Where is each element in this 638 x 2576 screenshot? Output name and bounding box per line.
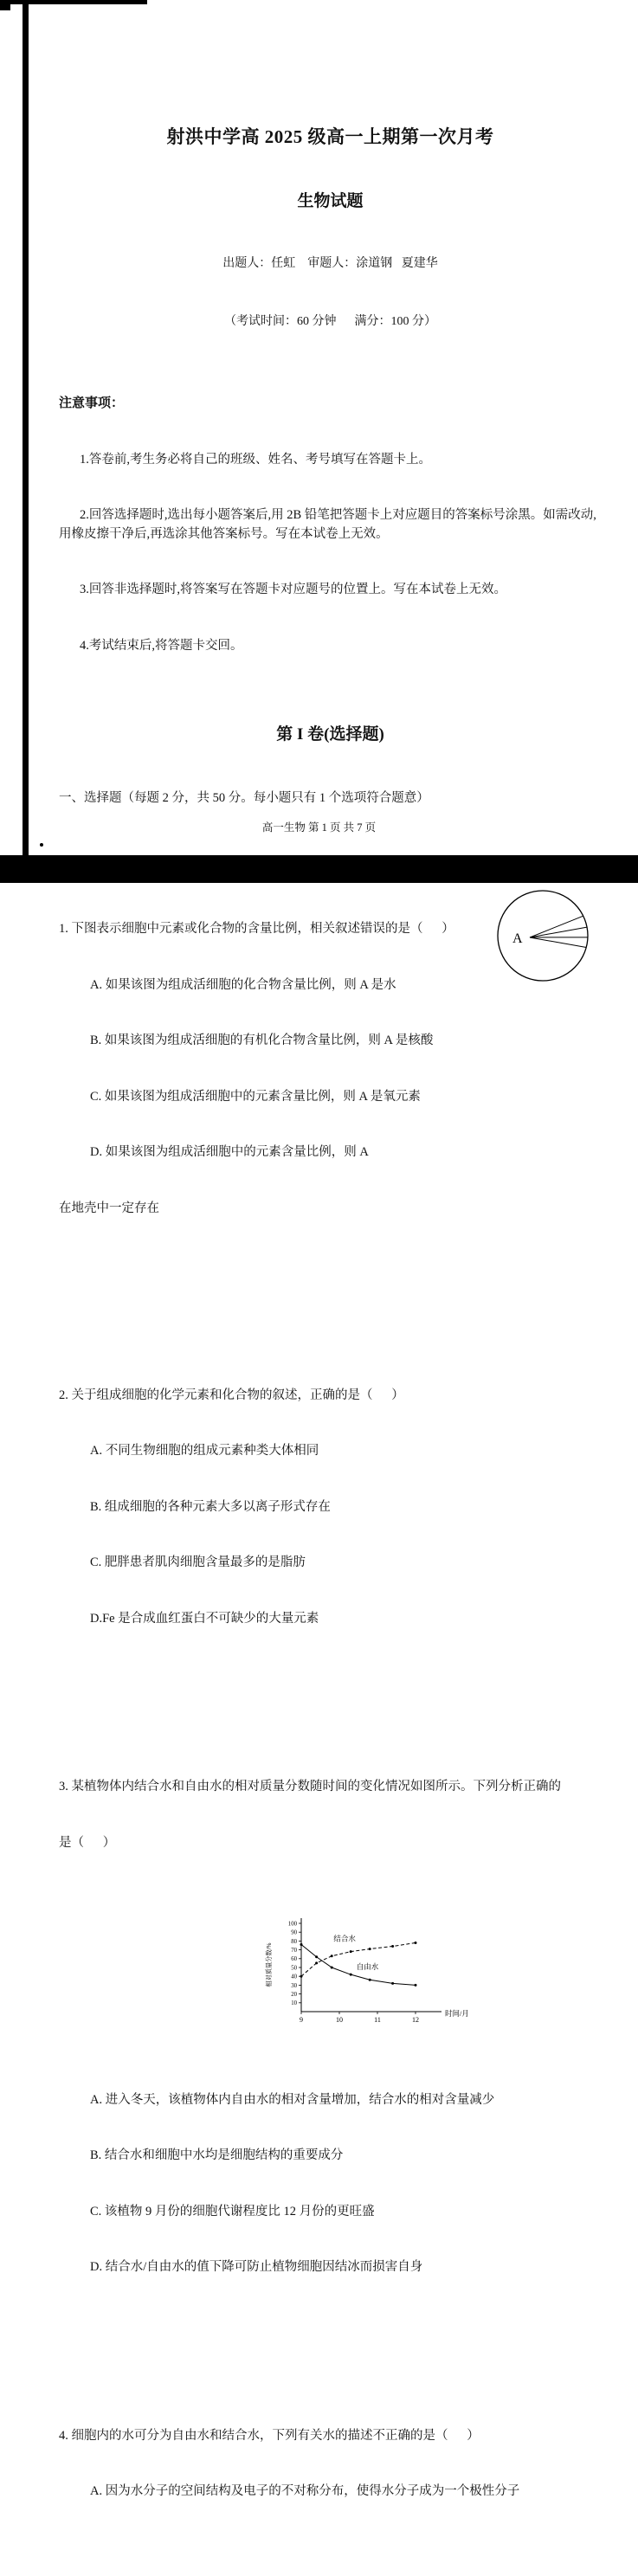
q3-chart-wrapper xyxy=(242,1892,602,2052)
chart-circle xyxy=(391,1981,394,1984)
question-stem: 1. 下图表示细胞中元素或化合物的含量比例，相关叙述错误的是（ ） xyxy=(59,920,602,939)
chart-line xyxy=(530,927,587,937)
option: A. 因为水分子的空间结构及电子的不对称分布，使得水分子成为一个极性分子 xyxy=(59,2483,602,2502)
chart-circle xyxy=(300,1942,302,1945)
chart-circle xyxy=(315,1961,318,1964)
chart-text: 20 xyxy=(291,1992,297,1998)
section-subtitle: 一、选择题（每题 2 分，共 50 分。每小题只有 1 个选项符合题意） xyxy=(59,789,602,808)
chart-circle xyxy=(315,1955,318,1958)
option-continuation: 在地壳中一定存在 xyxy=(59,1200,602,1219)
chart-circle xyxy=(330,1966,332,1968)
exam-paper-page xyxy=(0,0,638,883)
question-2 xyxy=(59,1349,602,1666)
option: C. 如果该图为组成活细胞中的元素含量比例，则 A 是氧元素 xyxy=(59,1088,602,1107)
chart-text: 40 xyxy=(291,1974,297,1980)
chart-text: 相对质量分数/% xyxy=(265,1942,273,1987)
option: D. 如果该图为组成活细胞中的元素含量比例，则 A xyxy=(59,1143,602,1162)
option: B. 组成细胞的各种元素大多以离子形式存在 xyxy=(59,1498,602,1517)
chart-text: 60 xyxy=(291,1956,297,1962)
chart-text: 9 xyxy=(300,2016,303,2024)
scan-artifact-left-bar xyxy=(23,0,29,859)
chart-text: 80 xyxy=(291,1938,297,1944)
chart-circle xyxy=(391,1945,394,1948)
option: B. 结合水和细胞中水均是细胞结构的重要成分 xyxy=(59,2147,602,2166)
chart-polyline xyxy=(301,1942,416,1976)
exam-title: 射洪中学高 2025 级高一上期第一次月考 xyxy=(59,126,602,148)
chart-text: 30 xyxy=(291,1982,297,1988)
chart-text: A xyxy=(512,931,523,946)
authors-line: 出题人：任虹 审题人：涂道钢 夏建华 xyxy=(59,254,602,274)
chart-circle xyxy=(414,1941,416,1943)
scan-artifact-dot xyxy=(40,843,43,847)
option: C. 该植物 9 月份的细胞代谢程度比 12 月份的更旺盛 xyxy=(59,2203,602,2222)
question-3 xyxy=(59,1741,602,2315)
q1-pie-chart xyxy=(487,886,595,989)
page-footer: 高一生物 第 1 页 共 7 页 xyxy=(0,819,638,834)
option: D. 结合水/自由水的值下降可防止植物细胞因结冰而损害自身 xyxy=(59,2258,602,2277)
chart-text: 10 xyxy=(291,2000,297,2006)
chart-line xyxy=(530,916,583,937)
section-title: 第 I 卷(选择题) xyxy=(59,724,602,745)
option: A. 进入冬天，该植物体内自由水的相对含量增加，结合水的相对含量减少 xyxy=(59,2091,602,2110)
chart-circle xyxy=(349,1950,351,1953)
option: D.Fe 是合成血红蛋白不可缺少的大量元素 xyxy=(59,1610,602,1629)
notice-item: 1.答卷前,考生务必将自己的班级、姓名、考号填写在答题卡上。 xyxy=(59,451,602,470)
option: A. 如果该图为组成活细胞的化合物含量比例，则 A 是水 xyxy=(59,976,602,995)
chart-line xyxy=(530,937,586,947)
chart-circle xyxy=(368,1978,371,1980)
chart-circle xyxy=(498,891,588,981)
chart-text: 12 xyxy=(412,2016,419,2024)
chart-circle xyxy=(300,1974,302,1977)
chart-circle xyxy=(414,1983,416,1986)
chart-circle xyxy=(368,1948,371,1950)
chart-text: 70 xyxy=(291,1948,297,1954)
option: B. 如果该图为组成活细胞的有机化合物含量比例，则 A 是核酸 xyxy=(59,1032,602,1051)
exam-info-line: （考试时间：60 分钟 满分：100 分） xyxy=(59,312,602,332)
chart-text: 90 xyxy=(291,1929,297,1935)
chart-text: 时间/月 xyxy=(445,2009,469,2018)
notice-item: 4.考试结束后,将答题卡交回。 xyxy=(59,637,602,656)
scan-artifact-top-line xyxy=(0,0,147,4)
question-stem: 4. 细胞内的水可分为自由水和结合水，下列有关水的描述不正确的是（ ） xyxy=(59,2427,602,2446)
chart-text: 结合水 xyxy=(333,1934,356,1942)
chart-text: 自由水 xyxy=(357,1962,379,1971)
notice-item: 3.回答非选择题时,将答案写在答题卡对应题号的位置上。写在本试卷上无效。 xyxy=(59,581,602,600)
option: C. 肥胖患者肌肉细胞含量最多的是脂肪 xyxy=(59,1554,602,1573)
chart-text: 50 xyxy=(291,1965,297,1971)
notice-item: 2.回答选择题时,选出每小题答案后,用 2B 铅笔把答题卡上对应题目的答案标号涂黑。如需改动,用橡皮擦干净后,再选涂其他答案标号。写在本试卷上无效。 xyxy=(59,506,602,544)
question-stem-continuation: 是（ ） xyxy=(59,1834,602,1853)
exam-subject: 生物试题 xyxy=(59,191,602,212)
option: A. 不同生物细胞的组成元素种类大体相同 xyxy=(59,1442,602,1461)
question-4 xyxy=(59,2390,602,2539)
question-stem: 3. 某植物体内结合水和自由水的相对质量分数随时间的变化情况如图所示。下列分析正确的 xyxy=(59,1778,602,1797)
q3-line-chart xyxy=(261,1911,480,2027)
scan-artifact-corner xyxy=(0,0,10,10)
chart-circle xyxy=(349,1973,351,1975)
chart-circle xyxy=(330,1955,332,1957)
chart-text: 100 xyxy=(288,1921,298,1927)
question-stem: 2. 关于组成细胞的化学元素和化合物的叙述，正确的是（ ） xyxy=(59,1387,602,1406)
chart-text: 11 xyxy=(374,2016,381,2024)
chart-text: 10 xyxy=(336,2016,343,2024)
notice-title: 注意事项： xyxy=(59,395,602,414)
exam-content xyxy=(59,69,602,2576)
question-1 xyxy=(59,883,602,1274)
